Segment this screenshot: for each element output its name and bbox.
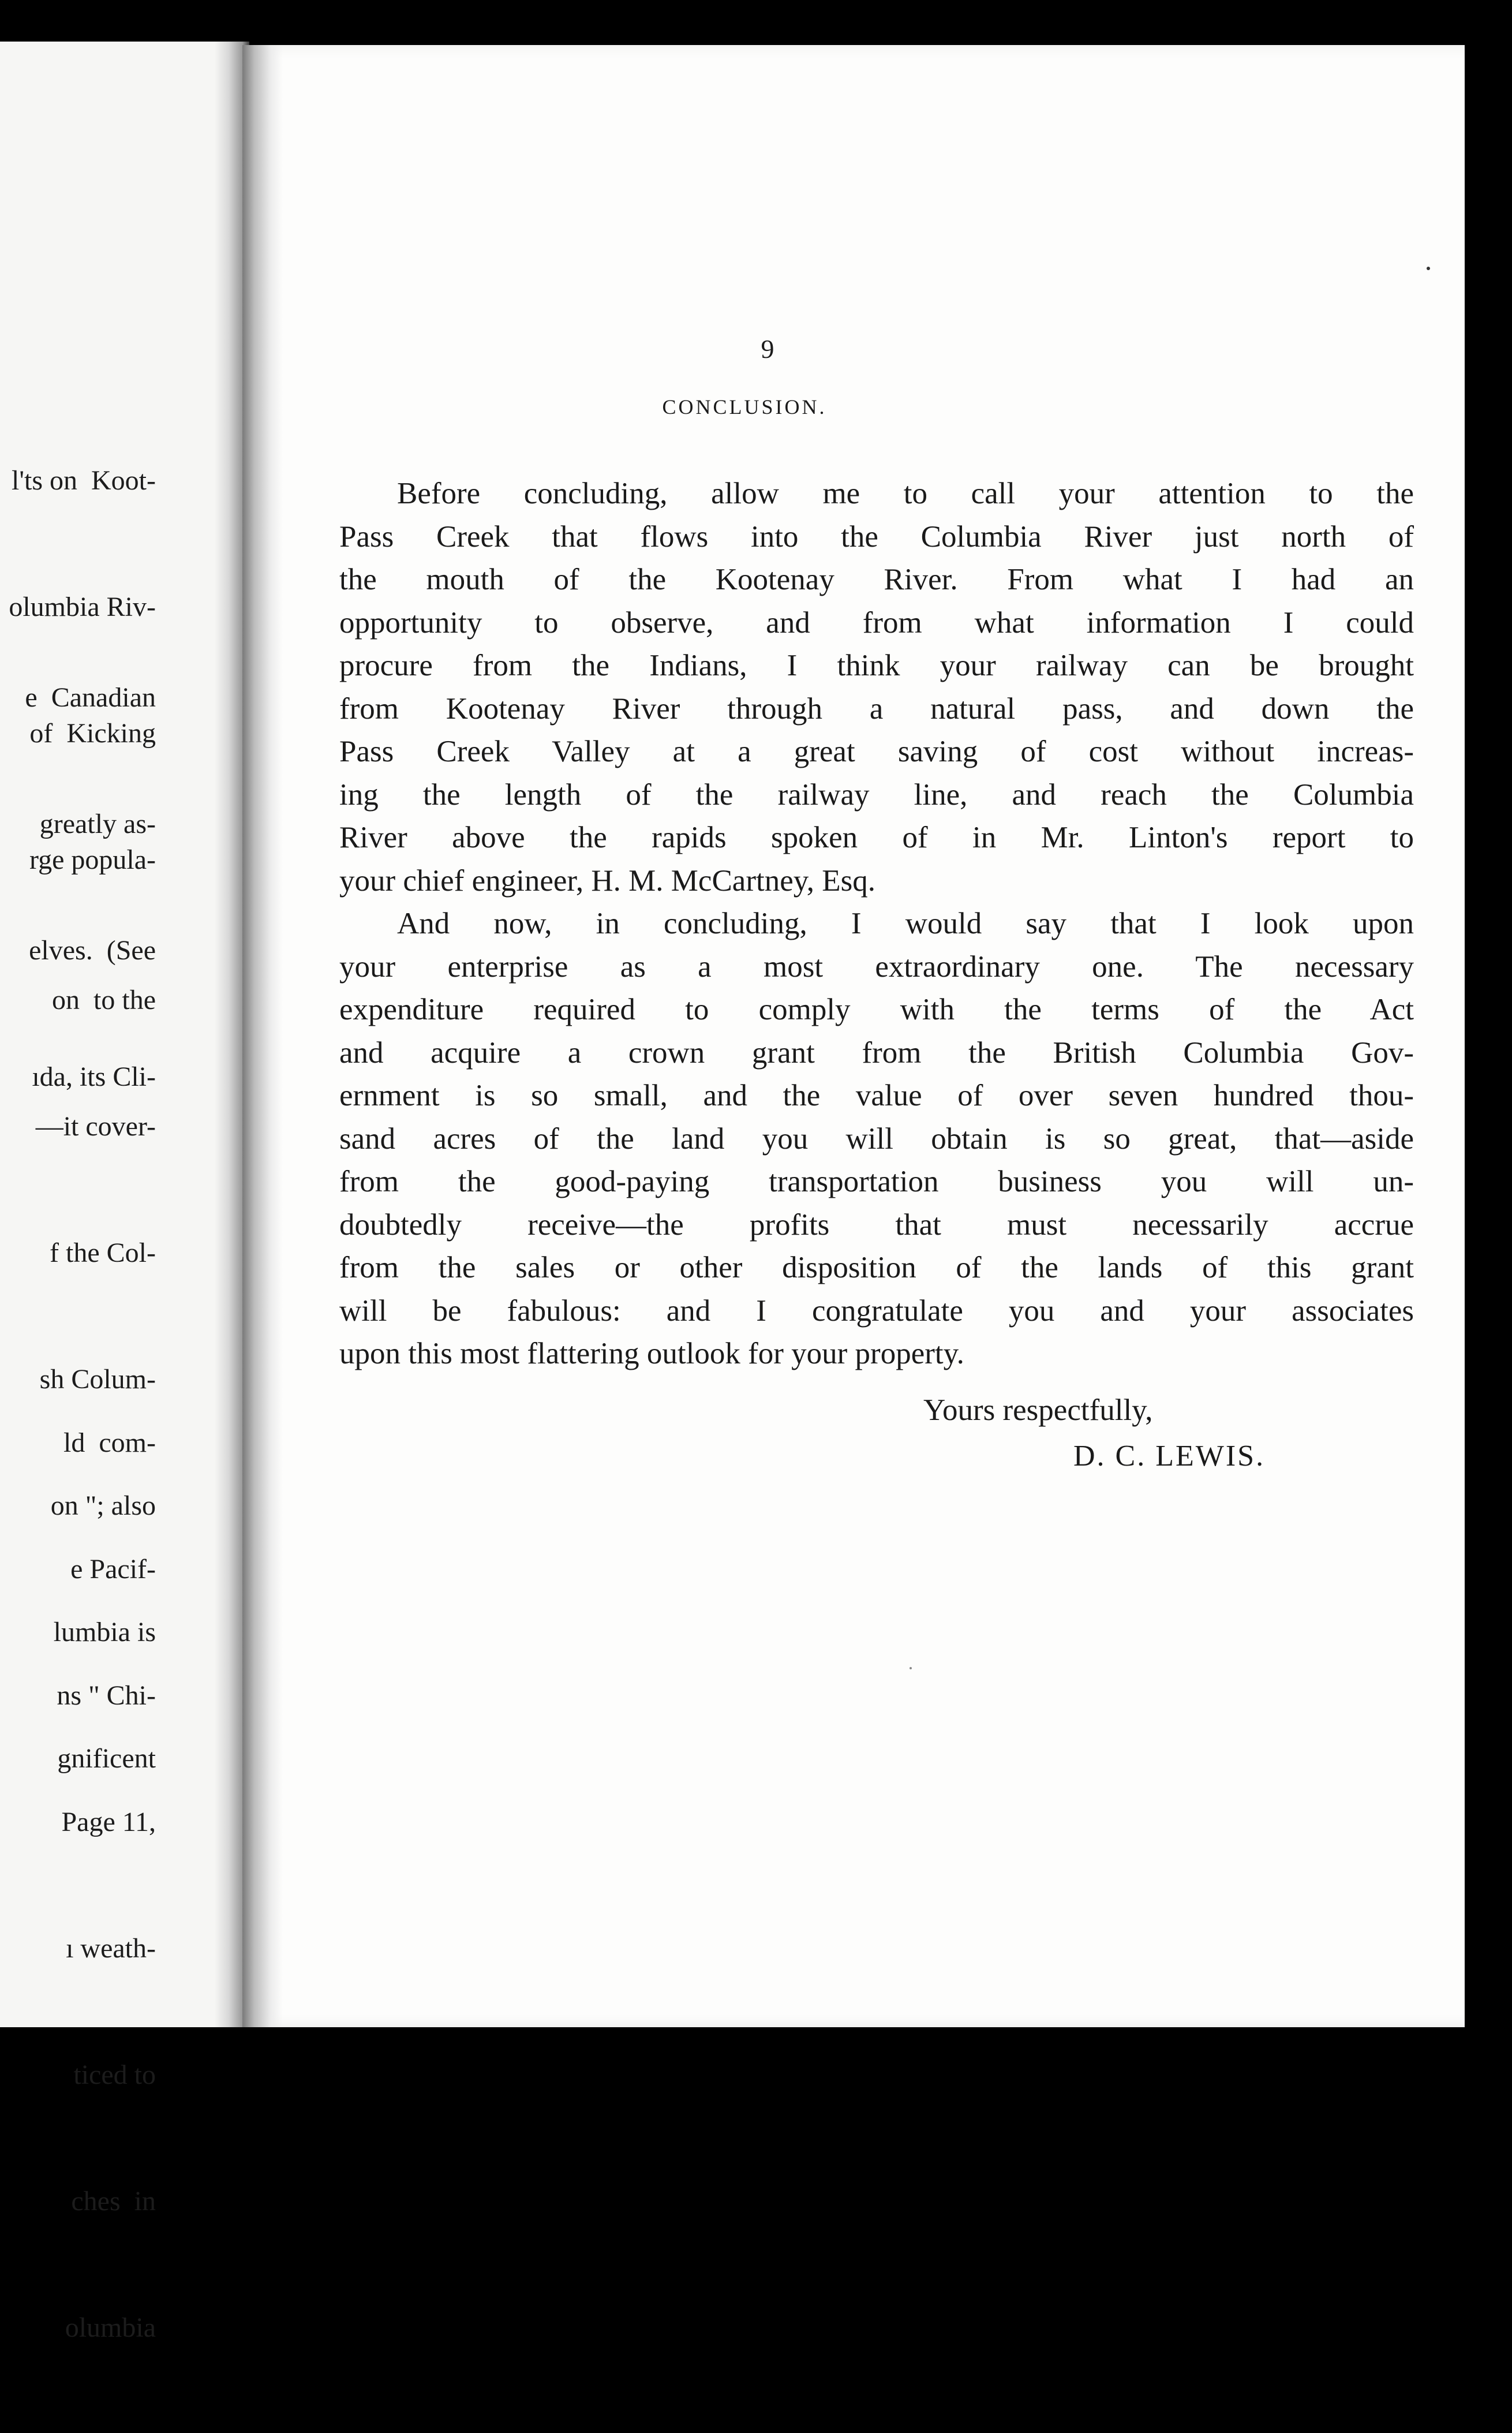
closing-salutation: Yours respectfully, xyxy=(923,1393,1153,1427)
paper-speck xyxy=(1427,267,1430,270)
left-line: elves. (See xyxy=(29,935,156,966)
text-line: ing the length of the railway line, and reach the Columbia xyxy=(339,778,1414,812)
text-line: doubtedly receive—the profits that must necessarily accrue xyxy=(339,1208,1414,1242)
left-line: f the Col- xyxy=(50,1238,156,1268)
left-line: e Pacif- xyxy=(70,1554,156,1584)
text-line: the mouth of the Kootenay River. From what I had an xyxy=(339,563,1414,596)
left-line: on to the xyxy=(52,985,156,1015)
text-line: from the sales or other disposition of the lands of this grant xyxy=(339,1251,1414,1284)
left-line: sh Colum- xyxy=(39,1364,156,1395)
left-line: on "; also xyxy=(50,1490,156,1521)
left-line: greatly as- xyxy=(39,809,156,839)
text-line: And now, in concluding, I would say that I look upon xyxy=(397,907,1414,940)
left-line: olumbia xyxy=(65,2312,156,2343)
text-line: your chief engineer, H. M. McCartney, Esq. xyxy=(339,864,876,898)
text-line: from Kootenay River through a natural pass, and down the xyxy=(339,692,1414,726)
left-line: ıda, its Cli- xyxy=(32,1062,156,1092)
left-line: e Canadian xyxy=(25,682,156,713)
left-facing-page xyxy=(0,42,242,2343)
text-line: Pass Creek that flows into the Columbia River just north of xyxy=(339,520,1414,554)
left-line: Page 11, xyxy=(61,1807,156,1837)
text-line: expenditure required to comply with the terms of the Act xyxy=(339,993,1414,1026)
text-line: will be fabulous: and I congratulate you and your associates xyxy=(339,1294,1414,1328)
left-line: rge popula- xyxy=(29,844,156,875)
text-line: your enterprise as a most extraordinary one. The necessary xyxy=(339,950,1414,984)
text-line: opportunity to observe, and from what information I could xyxy=(339,606,1414,640)
left-line: ches in xyxy=(71,2186,156,2217)
text-line: upon this most flattering outlook for your property. xyxy=(339,1337,964,1370)
text-line: River above the rapids spoken of in Mr. Linton's report to xyxy=(339,821,1414,854)
text-line: ernment is so small, and the value of over seven hundred thou- xyxy=(339,1079,1414,1112)
section-heading: CONCLUSION. xyxy=(662,395,827,418)
text-line: procure from the Indians, I think your railway can be brought xyxy=(339,649,1414,682)
text-line: sand acres of the land you will obtain is so great, that—aside xyxy=(339,1122,1414,1156)
paper-speck xyxy=(910,1667,912,1669)
text-line: Before concluding, allow me to call your attention to the xyxy=(397,477,1414,510)
left-line: ld com- xyxy=(63,1427,156,1458)
left-line: l'ts on Koot- xyxy=(12,465,156,496)
text-line: Pass Creek Valley at a great saving of cost without increas- xyxy=(339,735,1414,768)
text-line: and acquire a crown grant from the British Columbia Gov- xyxy=(339,1036,1414,1070)
text-line: from the good-paying transportation business you will un- xyxy=(339,1165,1414,1198)
page-number: 9 xyxy=(761,334,774,364)
left-line: ticed to xyxy=(73,2060,156,2090)
left-line: gnificent xyxy=(57,1743,156,1774)
letter-body xyxy=(339,472,1414,1376)
left-line: ns " Chi- xyxy=(57,1680,156,1711)
left-line: lumbia is xyxy=(53,1617,156,1647)
left-line: of Kicking xyxy=(29,718,156,749)
spine-shadow xyxy=(242,45,283,2027)
left-line: olumbia Riv- xyxy=(9,592,156,622)
main-page xyxy=(242,45,1465,2027)
left-line: ı weath- xyxy=(66,1933,156,1964)
left-text-block-4 xyxy=(0,1337,156,2433)
left-line: —it cover- xyxy=(35,1111,156,1142)
signature: D. C. LEWIS. xyxy=(1073,1440,1266,1472)
